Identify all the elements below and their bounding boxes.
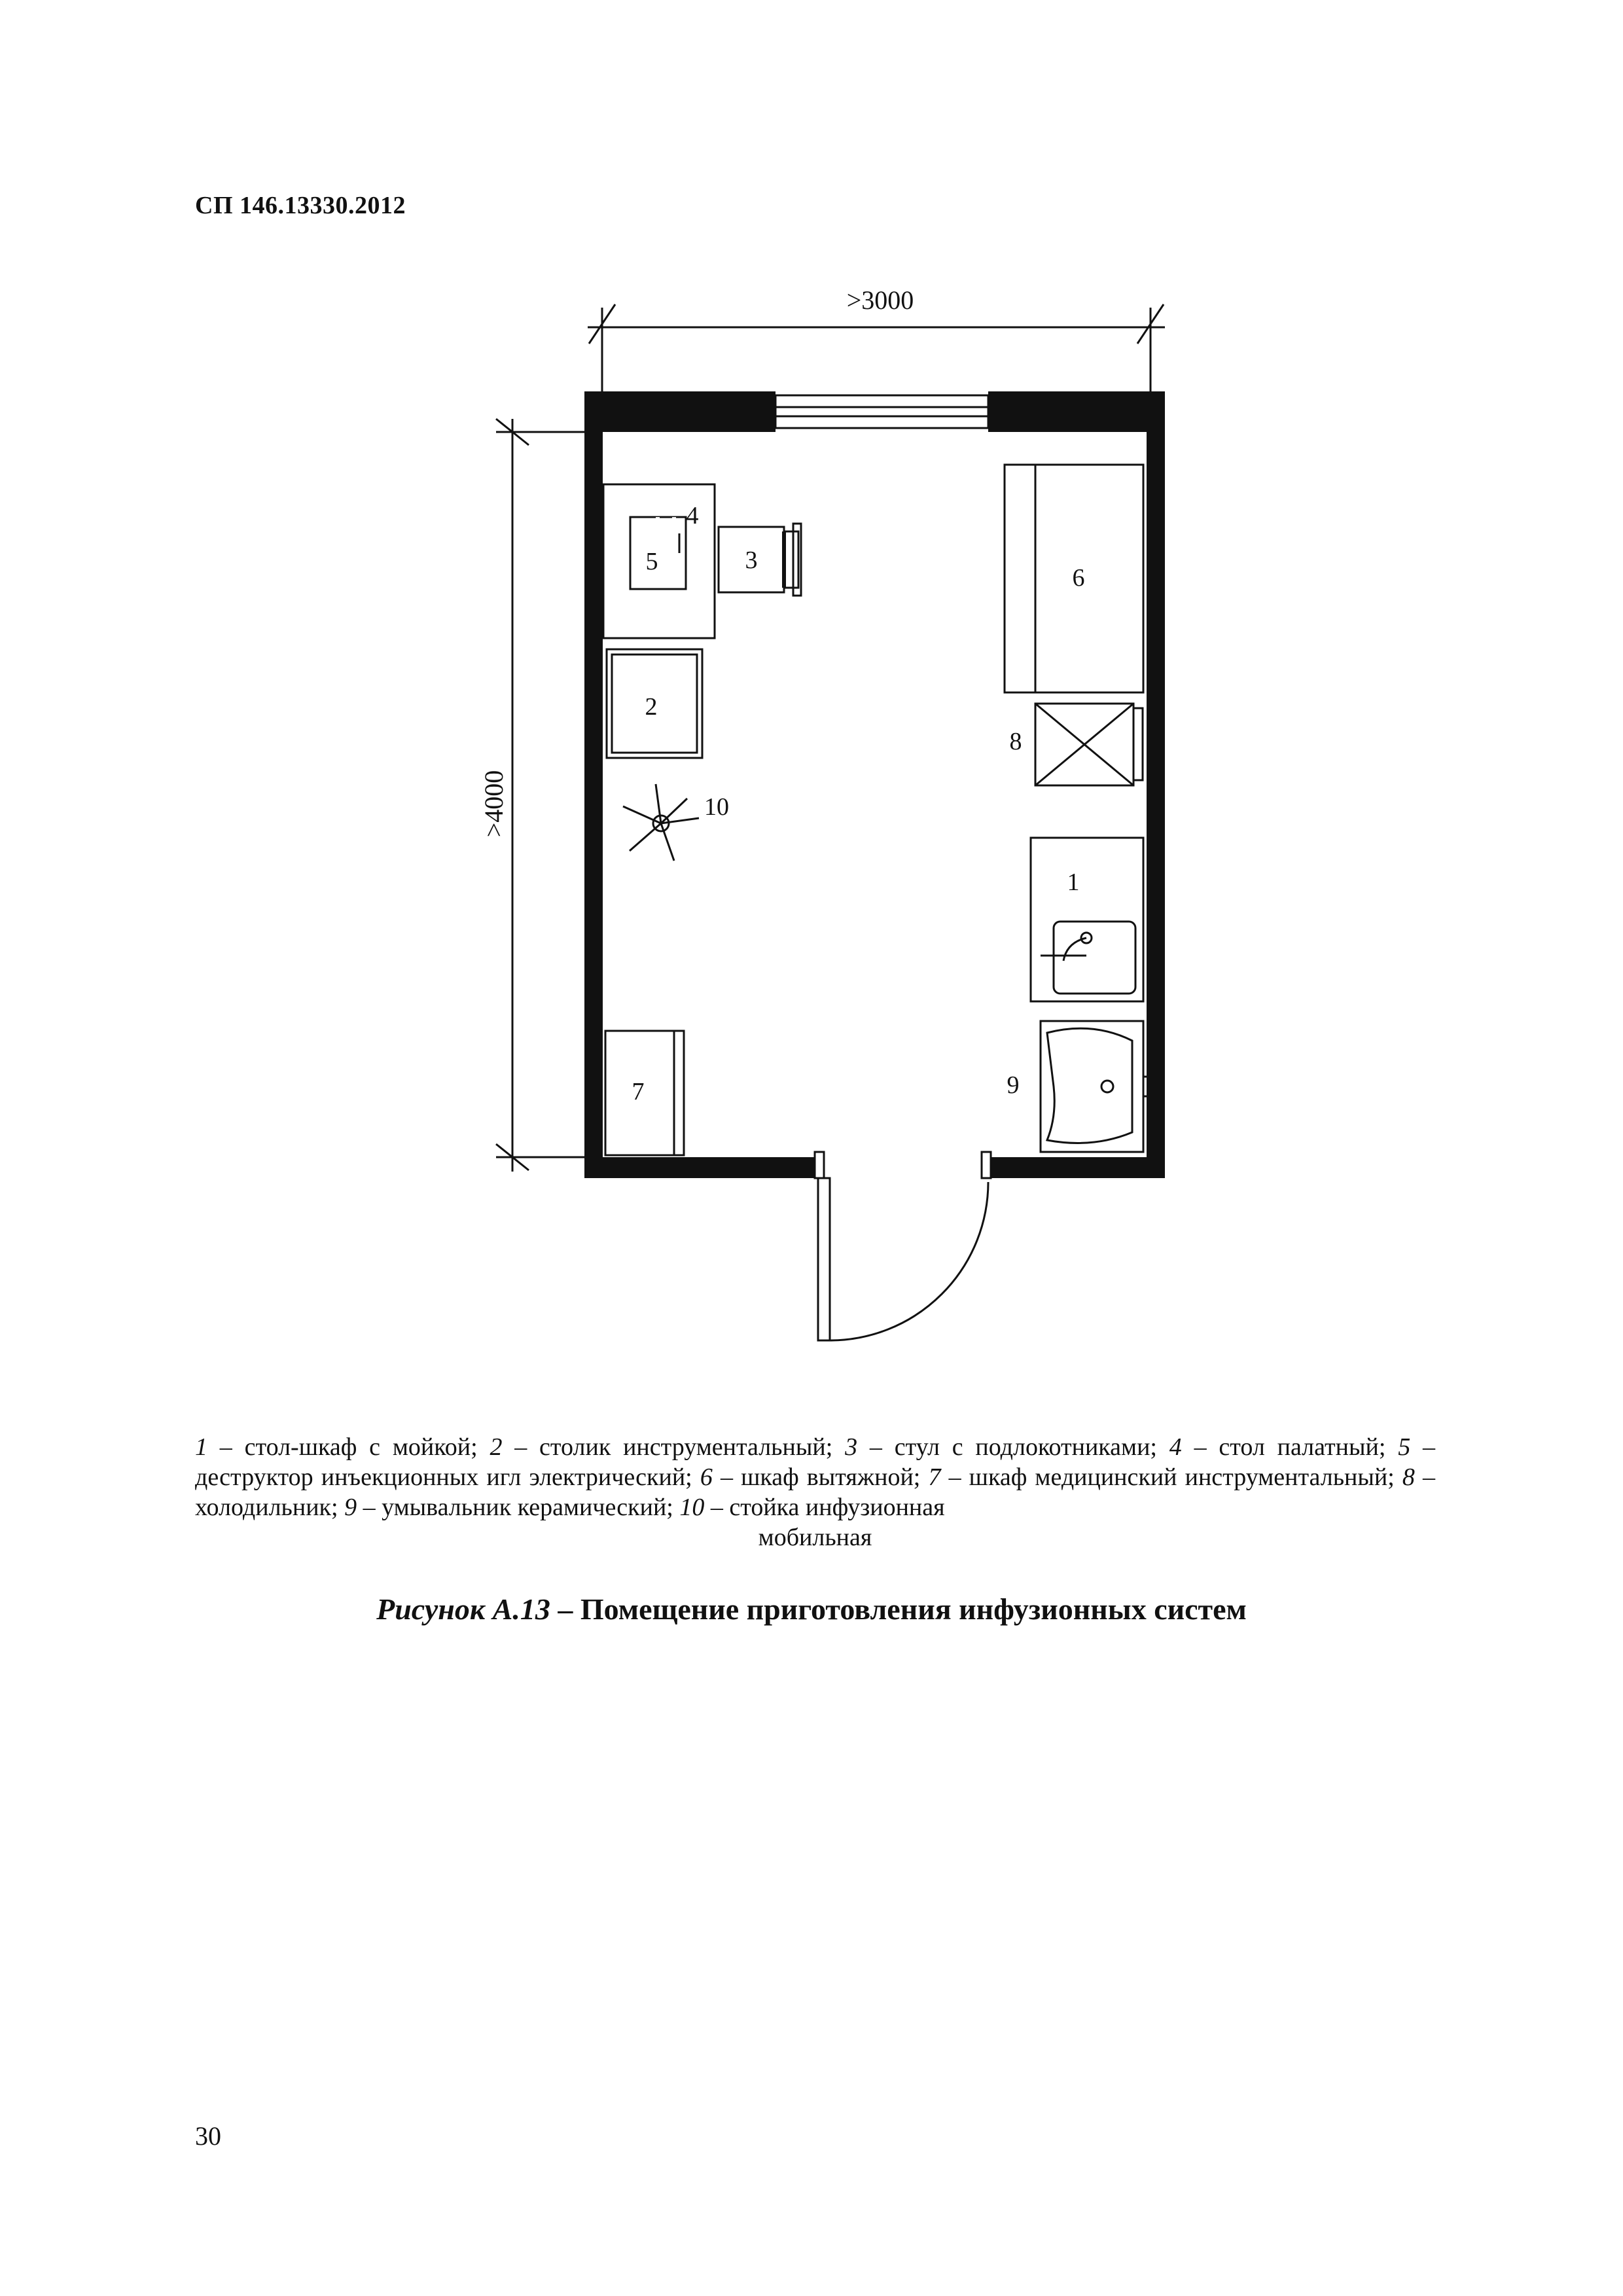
label-item-4: 4 xyxy=(686,502,699,529)
width-dimension-label: >3000 xyxy=(846,285,914,315)
legend-item-4: 4 – стол палатный; xyxy=(1169,1433,1399,1461)
label-item-5: 5 xyxy=(645,548,658,575)
legend-item-3: 3 – стул с подлокотниками; xyxy=(845,1433,1169,1461)
legend-item-1: 1 – стол-шкаф с мойкой; xyxy=(195,1433,490,1461)
legend-item-2: 2 – столик инструментальный; xyxy=(490,1433,846,1461)
refrigerator xyxy=(1035,704,1143,785)
label-item-8: 8 xyxy=(1009,728,1022,755)
legend-item-10: 10 – стойка инфузионная xyxy=(679,1494,945,1521)
legend-item-6: 6 – шкаф вытяжной; xyxy=(700,1463,929,1491)
height-dimension xyxy=(496,419,588,1172)
label-item-2: 2 xyxy=(645,693,658,721)
document-code: СП 146.13330.2012 xyxy=(195,192,406,219)
cabinet-with-sink xyxy=(1031,838,1143,1001)
label-item-7: 7 xyxy=(632,1078,645,1105)
ceramic-washbasin xyxy=(1041,1021,1150,1152)
chair xyxy=(719,524,801,596)
legend-tail: мобильная xyxy=(758,1524,872,1551)
figure-legend xyxy=(195,1432,1435,1552)
medical-cabinet xyxy=(605,1031,684,1155)
label-item-6: 6 xyxy=(1072,564,1085,592)
legend-item-9: 9 – умывальник керамический; xyxy=(344,1494,680,1521)
label-item-1: 1 xyxy=(1067,869,1080,896)
infusion-stand xyxy=(623,784,699,861)
label-item-9: 9 xyxy=(1007,1071,1020,1099)
needle-destructor xyxy=(630,517,686,589)
figure-caption xyxy=(0,1592,1623,1626)
page-number: 30 xyxy=(195,2121,221,2151)
label-item-3: 3 xyxy=(745,547,758,574)
label-item-10: 10 xyxy=(704,793,729,821)
width-dimension xyxy=(588,304,1165,396)
legend-item-7: 7 – шкаф медицинский инструментальный; xyxy=(928,1463,1402,1491)
figure-title: – Помещение приготовления инфузионных систем xyxy=(550,1592,1247,1626)
legend-item-5: 5 – деструктор инъекционных игл электрический; xyxy=(195,1433,1435,1491)
figure-label: Рисунок А.13 xyxy=(376,1592,550,1626)
height-dimension-label: >4000 xyxy=(479,770,508,838)
door xyxy=(815,1152,991,1340)
window xyxy=(776,395,988,428)
legend-item-8: 8 – холодильник; xyxy=(195,1463,1436,1521)
